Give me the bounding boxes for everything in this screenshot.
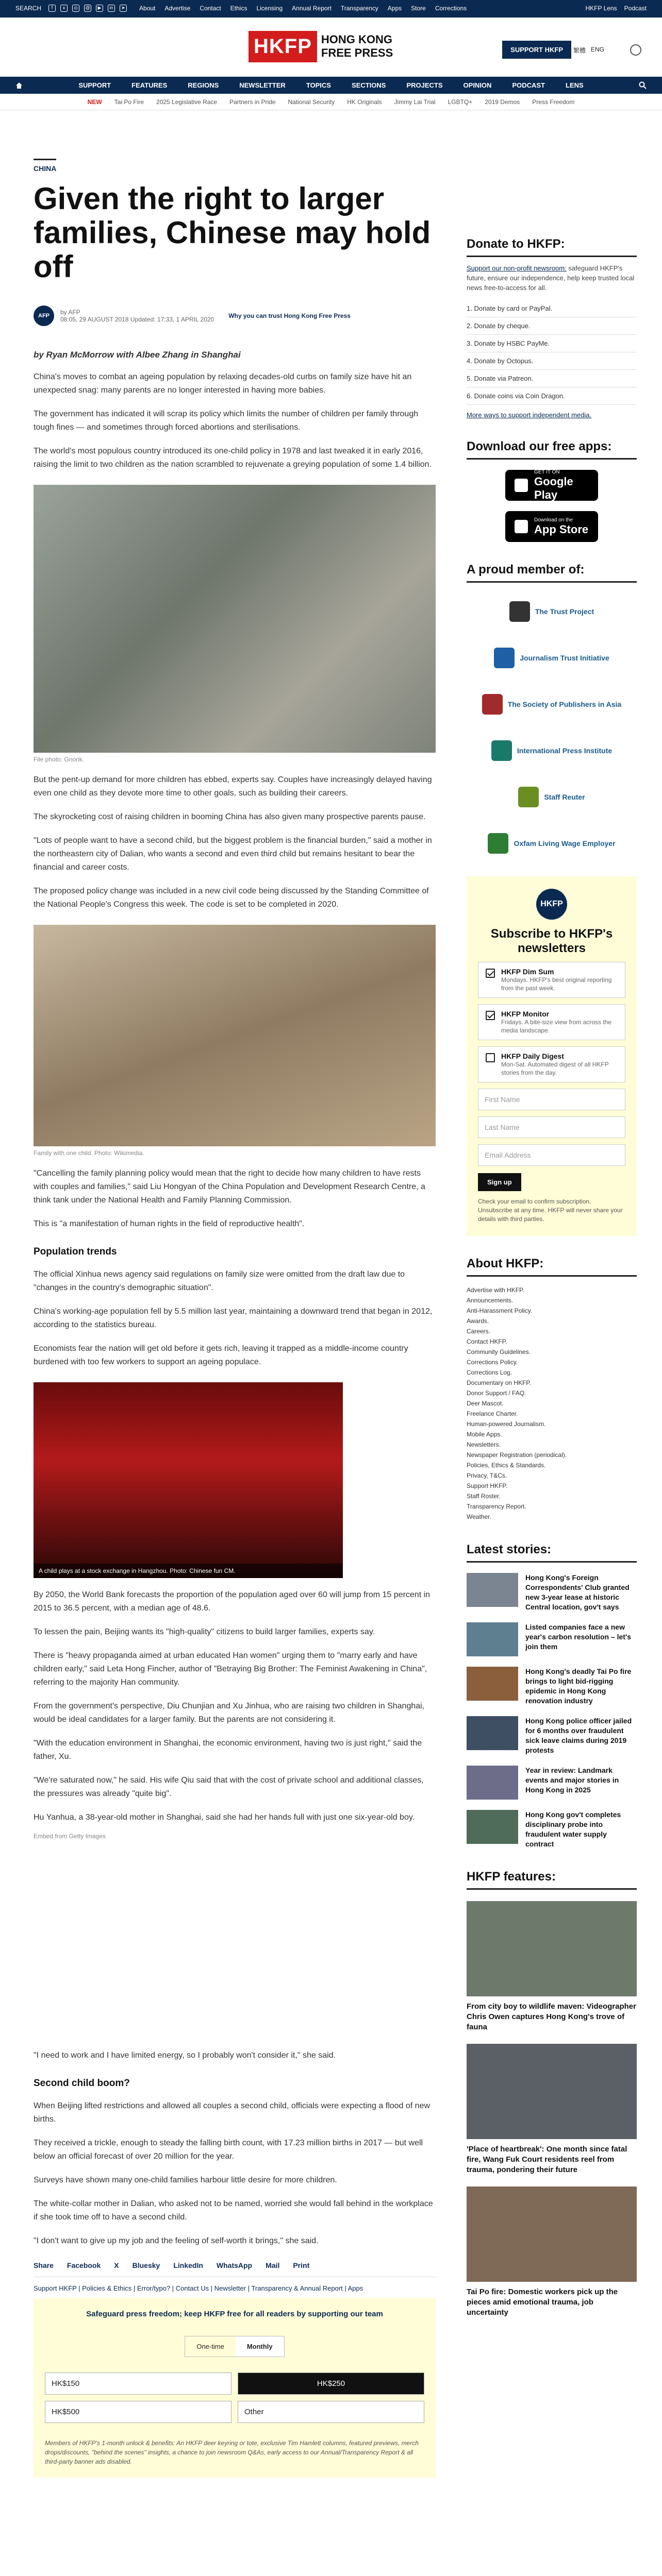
latest-story[interactable] <box>467 1667 637 1706</box>
threads-icon[interactable]: @ <box>84 5 91 12</box>
paragraph: "With the education environment in Shanghai, the economic environment, having two is just right," said the father, Xu. <box>34 1739 422 1761</box>
site-logo[interactable] <box>249 29 413 64</box>
donate-method[interactable]: 6. Donate coins via Coin Dragon. <box>467 387 637 405</box>
story-headline[interactable]: Hong Kong police officer jailed for 6 months over fraudulent sick leave claims during 2019 protests <box>525 1717 632 1754</box>
ticker-item[interactable]: LGBTQ+ <box>448 98 473 106</box>
about-link[interactable]: Donor Support / FAQ. <box>467 1389 526 1397</box>
ticker-item[interactable]: Partners in Pride <box>229 98 276 106</box>
ticker-item[interactable]: HK Originals <box>347 98 382 106</box>
article-body <box>34 159 436 2478</box>
top-link-about[interactable]: About <box>139 5 156 12</box>
feature-headline[interactable]: From city boy to wildlife maven: Videographer Chris Owen captures Hong Kong's trove of fauna <box>467 2002 636 2031</box>
story-thumbnail[interactable] <box>467 1622 518 1656</box>
paragraph: "Cancelling the family planning policy would mean that the right to decide how many children to have rests with couples and families," said Liu Hongyan of the China Population and Development Research Centre, a think tank under the National Health and Family Planning Commission. <box>34 1169 425 1205</box>
reporter-credit: by Ryan McMorrow with Albee Zhang in Shanghai <box>34 350 241 360</box>
share-facebook-button[interactable]: Facebook <box>67 2261 101 2269</box>
donate-methods <box>467 300 637 405</box>
about-link[interactable]: Corrections Policy. <box>467 1359 518 1366</box>
photo-caption: File photo: Gnonk. <box>34 756 85 763</box>
latest-story[interactable] <box>467 1573 637 1612</box>
story-headline[interactable]: Listed companies face a new year's carbon resolution – let's join them <box>525 1623 632 1651</box>
apple-icon <box>515 520 528 533</box>
member-logo[interactable]: Staff Reuter <box>467 779 637 815</box>
top-link-podcast[interactable]: Podcast <box>624 5 647 12</box>
sign-up-button[interactable]: Sign up <box>478 1173 521 1191</box>
about-link[interactable]: Privacy, T&Cs. <box>467 1472 507 1479</box>
donate-method[interactable]: 1. Donate by card or PayPal. <box>467 300 637 317</box>
google-play-button[interactable]: GET IT ON Google Play <box>505 470 598 501</box>
ticker-item[interactable]: 2025 Legislative Race <box>156 98 218 106</box>
about-link[interactable]: Anti-Harassment Policy. <box>467 1307 533 1314</box>
crowd-photo <box>34 485 436 753</box>
amount-options <box>45 2372 424 2423</box>
about-link[interactable]: Awards. <box>467 1317 489 1325</box>
share-whatsapp-button[interactable]: WhatsApp <box>216 2261 253 2269</box>
youtube-icon[interactable]: ▶ <box>96 5 103 12</box>
logo-mark: HKFP <box>249 31 317 62</box>
donation-title: Safeguard press freedom; keep HKFP free for all readers by supporting our team <box>86 2310 383 2318</box>
email-field[interactable]: Email Address <box>478 1144 625 1166</box>
nav-podcast[interactable]: PODCAST <box>512 81 545 89</box>
about-link[interactable]: Newspaper Registration (periodical). <box>467 1451 567 1459</box>
author-name[interactable]: by AFP <box>60 309 80 316</box>
amount-500[interactable]: HK$500 <box>45 2401 231 2423</box>
paragraph: This is "a manifestation of human rights in the field of reproductive health". <box>34 1219 305 1228</box>
about-link[interactable]: Careers. <box>467 1328 491 1335</box>
apps-heading: Download our free apps: <box>467 439 637 460</box>
paragraph: From the government's perspective, Diu Chunjian and Xu Jinhua, who are raising two children in Shanghai, would be ideal candidates for a larger family. But the parents are not considering it. <box>34 1702 425 1724</box>
paragraph: Surveys have shown many one-child families harbour little desire for more children. <box>34 2176 337 2184</box>
sopa-icon <box>482 694 503 715</box>
logo-wordmark: HONG KONG FREE PRESS <box>321 33 393 59</box>
amount-250[interactable]: HK$250 <box>238 2372 424 2395</box>
feature-image[interactable] <box>467 1901 637 1996</box>
share-x-button[interactable]: X <box>114 2261 119 2269</box>
about-link[interactable]: Contact HKFP. <box>467 1338 507 1345</box>
section-heading: Second child boom? <box>34 2078 130 2089</box>
nav-topics[interactable]: TOPICS <box>306 81 331 89</box>
about-link[interactable]: Transparency Report. <box>467 1503 526 1510</box>
share-mail-button[interactable]: Mail <box>266 2261 280 2269</box>
donate-method[interactable]: 4. Donate by Octopus. <box>467 352 637 370</box>
more-ways-link[interactable]: More ways to support independent media. <box>467 411 592 419</box>
home-icon[interactable] <box>15 82 23 89</box>
masthead <box>0 18 662 77</box>
user-account-icon[interactable] <box>630 44 641 56</box>
feature-headline[interactable]: Tai Po fire: Domestic workers pick up the pieces amid emotional trauma, job uncertainty <box>467 2287 618 2317</box>
first-name-field[interactable]: First Name <box>478 1089 625 1110</box>
story-headline[interactable]: Hong Kong's deadly Tai Po fire brings to light bid-rigging epidemic in Hong Kong renovation industry <box>525 1667 632 1705</box>
ticker-item[interactable]: Jimmy Lai Trial <box>394 98 436 106</box>
search-link[interactable]: SEARCH <box>15 5 42 12</box>
newsletter-option[interactable]: HKFP Monitor Fridays. A bite-size view from across the media landscape. <box>478 1004 625 1040</box>
nav-opinion[interactable]: OPINION <box>463 81 492 89</box>
top-link-advertise[interactable]: Advertise <box>164 5 191 12</box>
top-link-licensing[interactable]: Licensing <box>256 5 283 12</box>
top-utility-bar <box>0 0 662 18</box>
top-link-annual-report[interactable]: Annual Report <box>292 5 332 12</box>
frequency-toggle <box>185 2336 284 2357</box>
paragraph: The official Xinhua news agency said regulations on family size were omitted from the draft law due to "changes in the country's demographic situation". <box>34 1270 405 1292</box>
paragraph: "We're saturated now," he said. His wife Qiu said that with the cost of private school and additional classes, the pressures was already "quite big". <box>34 1776 424 1798</box>
feature-headline[interactable]: 'Place of heartbreak': One month since fatal fire, Wang Fuk Court residents reel from trauma, pondering their future <box>467 2145 627 2174</box>
paragraph: The white-collar mother in Dalian, who asked not to be named, worried she would fall behind in the workplace if she took time off to have a second child. <box>34 2199 433 2222</box>
staff-reuter-icon <box>518 787 539 807</box>
new-badge: NEW <box>87 98 102 106</box>
about-link[interactable]: Weather. <box>467 1513 491 1520</box>
google-play-icon <box>515 479 528 492</box>
donate-heading: Donate to HKFP: <box>467 237 637 257</box>
member-logo[interactable]: The Society of Publishers in Asia <box>467 687 637 722</box>
facebook-icon[interactable]: f <box>48 5 56 12</box>
lang-zh-link[interactable]: 繁體 <box>573 47 586 54</box>
about-link[interactable]: Policies, Ethics & Standards. <box>467 1462 546 1469</box>
story-thumbnail[interactable] <box>467 1716 518 1750</box>
instagram-icon[interactable]: ◎ <box>72 5 79 12</box>
photo-caption: Family with one child. Photo: Wikimedia. <box>34 1149 144 1157</box>
author-avatar: AFP <box>34 306 54 326</box>
paragraph: The proposed policy change was included in a new civil code being discussed by the Standing Committee of the National People's Congress this week. The code is set to be completed in 2020. <box>34 887 429 909</box>
paragraph: When Beijing lifted restrictions and allowed all couples a second child, officials were expecting a flood of new births. <box>34 2102 431 2124</box>
oxfam-icon <box>488 833 508 854</box>
support-links[interactable]: Support HKFP | Policies & Ethics | Error/typo? | Contact Us | Newsletter | Transparency & Annual Report | Apps <box>34 2284 363 2292</box>
checkbox-checked-icon[interactable] <box>486 1011 495 1020</box>
donation-widget <box>34 2298 436 2478</box>
paragraph: They received a trickle, enough to steady the falling birth count, with 17.23 million births in 2017 — but well below an official forecast of over 20 million for the year. <box>34 2139 423 2161</box>
paragraph: To lessen the pain, Beijing wants its "high-quality" citizens to build larger families, experts say. <box>34 1628 375 1636</box>
story-thumbnail[interactable] <box>467 1766 518 1800</box>
paragraph: The skyrocketing cost of raising children in booming China has also given many prospective parents pause. <box>34 812 426 821</box>
latest-story[interactable] <box>467 1766 637 1800</box>
newsroom-link[interactable]: Support our non-profit newsroom: <box>467 264 567 272</box>
ticker-item[interactable]: National Security <box>288 98 335 106</box>
family-photo <box>34 925 436 1146</box>
ipi-icon <box>491 740 512 761</box>
amount-other[interactable]: Other <box>238 2401 424 2423</box>
paragraph: There is "heavy propaganda aimed at urban educated Han women" urging them to "marry early and have children early," said Leta Hong Fincher, author of "Betraying Big Brother: The Feminist Awakening in China", referring to the majority Han community. <box>34 1651 427 1687</box>
about-link[interactable]: Documentary on HKFP. <box>467 1379 532 1386</box>
about-heading: About HKFP: <box>467 1257 637 1277</box>
features-heading: HKFP features: <box>467 1870 637 1890</box>
about-link[interactable]: Newsletters. <box>467 1441 501 1448</box>
last-name-field[interactable]: Last Name <box>478 1116 625 1138</box>
member-logo[interactable]: Journalism Trust Initiative <box>467 640 637 675</box>
about-link[interactable]: Support HKFP. <box>467 1482 508 1489</box>
member-benefits-note: Members of HKFP's 1-month unlock & benefits: An HKFP deer keyring or tote, exclusive Tim Hamlett columns, featured previews, merch drops/discounts, "behind the scenes" insights, a chance to join newsroom Q&As, early access to our Annual/Transparency Report & all third-party banner ads disabled. <box>45 2439 419 2465</box>
checkbox-icon[interactable] <box>486 1053 495 1062</box>
donate-method[interactable]: 2. Donate by cheque. <box>467 317 637 335</box>
ticker-item[interactable]: Tai Po Fire <box>114 98 144 106</box>
getty-embed: Embed from Getty Images <box>34 1833 106 1840</box>
nav-regions[interactable]: REGIONS <box>188 81 219 89</box>
member-logo[interactable]: The Trust Project <box>467 594 637 629</box>
share-bluesky-button[interactable]: Bluesky <box>132 2261 160 2269</box>
paragraph: Hu Yanhua, a 38-year-old mother in Shanghai, said she had her hands full with just one six-year-old boy. <box>34 1813 415 1822</box>
newsletter-fineprint: Check your email to confirm subscription. Unsubscribe at any time. HKFP will never share your details with third parties. <box>478 1198 623 1223</box>
one-time-option[interactable]: One-time <box>196 2343 224 2350</box>
paragraph: "I need to work and I have limited energy, so I probably won't consider it," she said. <box>34 2051 336 2060</box>
feature-image[interactable] <box>467 2044 637 2139</box>
newsletter-option[interactable]: HKFP Dim Sum Mondays. HKFP's best original reporting from the past week. <box>478 962 625 998</box>
paragraph: China's moves to combat an ageing population by relaxing decades-old curbs on family size have hit an unexpected snag: many parents are no longer interested in having more babies. <box>34 372 412 395</box>
story-thumbnail[interactable] <box>467 1810 518 1844</box>
section-heading: Population trends <box>34 1246 117 1257</box>
about-link[interactable]: Human-powered Journalism. <box>467 1420 546 1428</box>
linkedin-icon[interactable]: in <box>108 5 115 12</box>
print-button[interactable]: Print <box>293 2261 310 2269</box>
nav-support[interactable]: SUPPORT <box>78 81 111 89</box>
about-link[interactable]: Deer Mascot. <box>467 1400 504 1407</box>
latest-story[interactable] <box>467 1810 637 1849</box>
language-switcher <box>573 46 604 55</box>
stock-exchange-photo <box>34 1382 343 1578</box>
support-hkfp-button[interactable]: SUPPORT HKFP <box>502 41 571 59</box>
latest-stories <box>467 1573 637 1849</box>
member-logo[interactable]: Oxfam Living Wage Employer <box>467 826 637 861</box>
social-icons <box>48 5 127 12</box>
paragraph: The government has indicated it will scrap its policy which limits the number of children per family through tough fines — and sometimes through forced abortions and sterilisations. <box>34 410 419 432</box>
x-icon[interactable]: x <box>60 5 68 12</box>
lang-en-link[interactable]: ENG <box>590 46 604 53</box>
app-store-button[interactable]: Download on the App Store <box>505 511 598 542</box>
ticker-item[interactable]: Press Freedom <box>532 98 575 106</box>
about-links <box>467 1285 637 1522</box>
nav-sections[interactable]: SECTIONS <box>351 81 386 89</box>
paragraph: Economists fear the nation will get old before it gets rich, leaving it trapped as a middle-income country burdened with too few workers to support an ageing populace. <box>34 1344 408 1366</box>
photo-caption-overlay: A child plays at a stock exchange in Hangzhou. Photo: Chinese fun CM. <box>34 1564 343 1578</box>
story-thumbnail[interactable] <box>467 1573 518 1607</box>
paragraph: By 2050, the World Bank forecasts the proportion of the population aged over 60 will jump from 15 percent in 2015 to 36.5 percent, with a median age of 48.6. <box>34 1590 431 1613</box>
story-headline[interactable]: Hong Kong's Foreign Correspondents' Club granted new 3-year lease at historic Central location, gov't says <box>525 1573 630 1611</box>
article-byline <box>34 306 436 326</box>
top-link-contact[interactable]: Contact <box>200 5 221 12</box>
trending-ticker <box>0 94 662 110</box>
paragraph: The world's most populous country introduced its one-child policy in 1978 and last tweaked it in early 2016, raising the limit to two children as the nation scrambled to rejuvenate a greying population of some 1.4 billion. <box>34 447 432 469</box>
member-heading: A proud member of: <box>467 563 637 583</box>
newsletter-option[interactable]: HKFP Daily Digest Mon-Sat. Automated digest of all HKFP stories from the day. <box>478 1046 625 1082</box>
donate-method[interactable]: 5. Donate via Patreon. <box>467 370 637 387</box>
telegram-icon[interactable]: ➤ <box>120 5 127 12</box>
article-title: Given the right to larger families, Chinese may hold off <box>34 181 431 284</box>
trust-project-icon <box>509 601 530 622</box>
article-category[interactable]: CHINA <box>34 159 56 173</box>
jti-icon <box>494 648 515 668</box>
trust-link[interactable]: Why you can trust Hong Kong Free Press <box>228 312 351 319</box>
story-headline[interactable]: Year in review: Landmark events and major stories in Hong Kong in 2025 <box>525 1766 619 1794</box>
story-thumbnail[interactable] <box>467 1667 518 1701</box>
share-linkedin-button[interactable]: LinkedIn <box>173 2261 203 2269</box>
about-link[interactable]: Staff Roster. <box>467 1493 501 1500</box>
nav-features[interactable]: FEATURES <box>131 81 168 89</box>
about-link[interactable]: Announcements. <box>467 1297 514 1304</box>
sidebar <box>467 237 637 2318</box>
search-icon[interactable] <box>639 81 647 89</box>
about-link[interactable]: Mobile Apps. <box>467 1431 502 1438</box>
donate-blurb: Support our non-profit newsroom: safeguard HKFP's future, ensure our independence, help keep trusted local news free-to-access for all. <box>467 264 635 292</box>
monthly-option[interactable]: Monthly <box>236 2336 284 2357</box>
about-link[interactable]: Advertise with HKFP. <box>467 1286 524 1294</box>
nav-projects[interactable]: PROJECTS <box>406 81 443 89</box>
top-link-lens[interactable]: HKFP Lens <box>585 5 617 12</box>
article-dates: 08:05, 29 AUGUST 2018 Updated: 17:33, 1 APRIL 2020 <box>60 316 214 323</box>
top-link-ethics[interactable]: Ethics <box>230 5 247 12</box>
top-link-corrections[interactable]: Corrections <box>435 5 467 12</box>
story-headline[interactable]: Hong Kong gov't completes disciplinary probe into fraudulent water supply contract <box>525 1810 621 1848</box>
member-logo[interactable]: International Press Institute <box>467 733 637 768</box>
share-bar <box>34 2261 436 2277</box>
latest-story[interactable] <box>467 1622 637 1656</box>
paragraph: "Lots of people want to have a second child, but the biggest problem is the financial burden," said a mother in the northeastern city of Dalian, who wants a second and even third child but remains hesitant to bear the financial and career costs. <box>34 836 432 872</box>
feature-image[interactable] <box>467 2187 637 2282</box>
paragraph: "I don't want to give up my job and the feeling of self-worth it brings," she said. <box>34 2236 319 2245</box>
newsletter-heading: Subscribe to HKFP's newsletters <box>490 927 613 955</box>
nav-newsletter[interactable]: NEWSLETTER <box>239 81 286 89</box>
latest-story[interactable] <box>467 1716 637 1755</box>
top-link-store[interactable]: Store <box>411 5 426 12</box>
share-label: Share <box>34 2261 54 2269</box>
newsletter-signup <box>467 876 637 1236</box>
latest-heading: Latest stories: <box>467 1543 637 1563</box>
about-link[interactable]: Corrections Log. <box>467 1369 512 1376</box>
amount-150[interactable]: HK$150 <box>45 2372 231 2395</box>
main-navigation <box>0 77 662 94</box>
ticker-item[interactable]: 2019 Demos <box>485 98 520 106</box>
top-link-transparency[interactable]: Transparency <box>340 5 378 12</box>
feature-stories <box>467 1901 637 2318</box>
paragraph: But the pent-up demand for more children has ebbed, experts say. Couples have increasingly delayed having even one child as they devote more time to other goals, such as building their careers. <box>34 775 432 798</box>
about-link[interactable]: Community Guidelines. <box>467 1348 531 1355</box>
hkfp-badge: HKFP <box>536 889 567 920</box>
donate-method[interactable]: 3. Donate by HSBC PayMe. <box>467 335 637 352</box>
checkbox-checked-icon[interactable] <box>486 969 495 978</box>
about-link[interactable]: Freelance Charter. <box>467 1410 518 1417</box>
top-link-apps[interactable]: Apps <box>387 5 402 12</box>
paragraph: China's working-age population fell by 5.5 million last year, maintaining a downward trend that began in 2012, according to the statistics bureau. <box>34 1307 433 1329</box>
nav-lens[interactable]: LENS <box>566 81 584 89</box>
